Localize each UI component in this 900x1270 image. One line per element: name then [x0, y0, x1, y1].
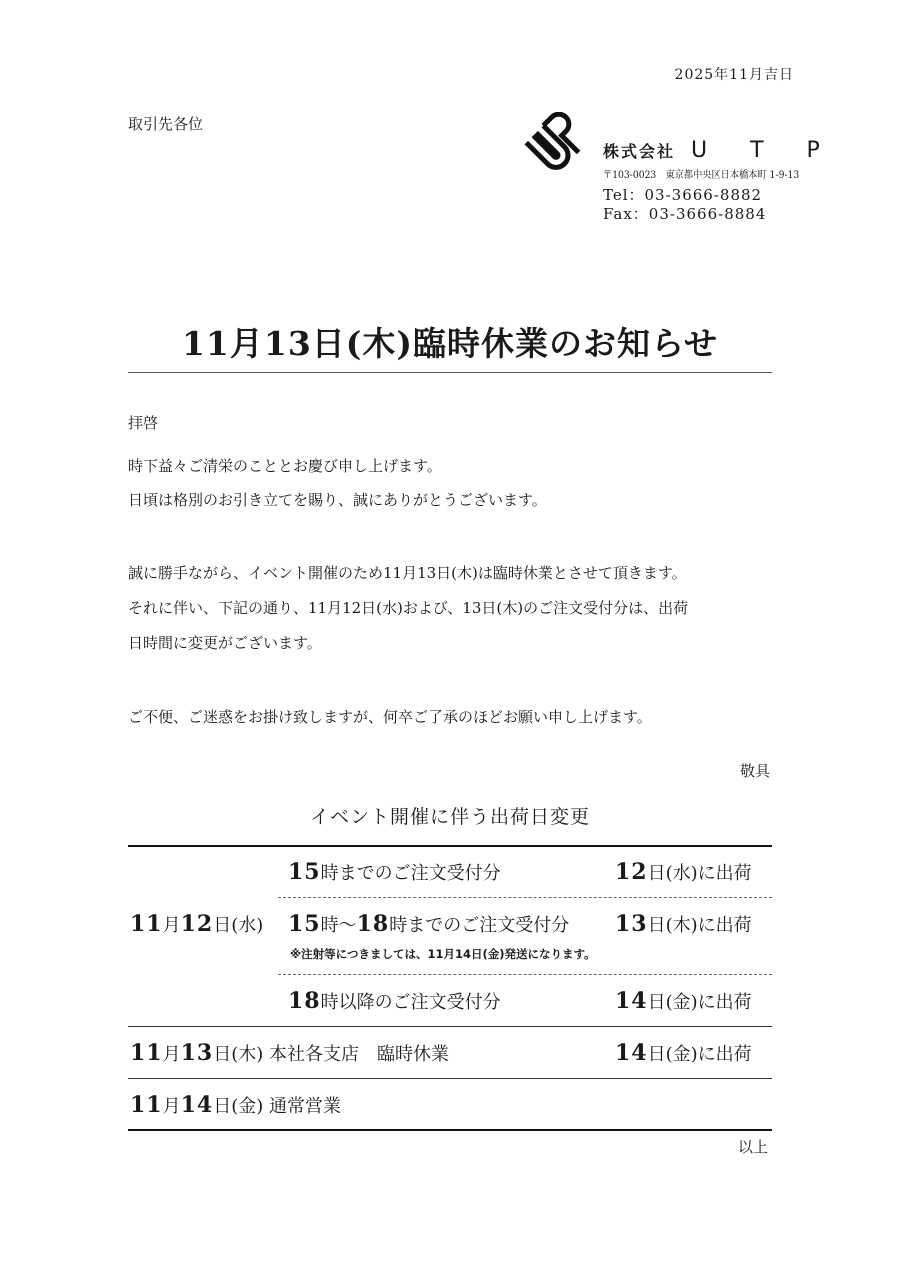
- closing-keigu: 敬具: [739, 762, 770, 780]
- month-unit: 月: [162, 1096, 181, 1117]
- order-window-label: 時までのご注文受付分: [389, 915, 570, 936]
- ship-day-number: 12: [615, 859, 648, 885]
- row-divider: [128, 1026, 772, 1027]
- ship-date-14-nov13: [615, 1040, 752, 1066]
- injection-note: ※注射等につきましては、11月14日(金)発送になります。: [290, 947, 596, 961]
- row-divider-dashed: [278, 974, 772, 975]
- body-line: 日頃は格別のお引き立てを賜り、誠にありがとうございます。: [128, 491, 547, 509]
- date-label-nov14: [130, 1092, 341, 1118]
- table-top-rule: [128, 845, 772, 847]
- ship-date-12: [615, 859, 752, 885]
- ship-day-label: 日(金)に出荷: [647, 992, 752, 1013]
- ship-day-number: 13: [615, 911, 648, 937]
- page-title: 11月13日(木)臨時休業のお知らせ: [181, 324, 719, 363]
- month-number: 11: [130, 1092, 163, 1118]
- hour-separator: 時〜: [320, 915, 357, 936]
- company-tel: Tel：03-3666-8882: [603, 186, 763, 204]
- weekday: 日(水): [213, 915, 264, 936]
- day-number: 14: [180, 1092, 214, 1118]
- hour-number: 18: [356, 911, 390, 937]
- hour-number: 15: [288, 859, 321, 885]
- ship-day-label: 日(木)に出荷: [647, 915, 752, 936]
- row-divider-dashed: [278, 897, 772, 898]
- company-address: 〒103-0023 東京都中央区日本橋本町 1-9-13: [603, 170, 800, 181]
- order-window-before-15: [288, 859, 501, 885]
- recipient: 取引先各位: [128, 115, 204, 133]
- ship-day-label: 日(金)に出荷: [647, 1044, 752, 1065]
- ship-day-label: 日(水)に出荷: [647, 863, 752, 884]
- day-number: 13: [180, 1040, 214, 1066]
- weekday: 日(金): [213, 1096, 264, 1117]
- ship-date-13: [615, 911, 752, 937]
- closing-ijou: 以上: [737, 1138, 768, 1156]
- issue-date: 2025年11月吉日: [674, 67, 794, 83]
- day-number: 12: [180, 911, 214, 937]
- ship-day-number: 14: [615, 988, 648, 1014]
- row-divider: [128, 1078, 772, 1079]
- order-window-label: 時以降のご注文受付分: [320, 992, 501, 1013]
- company-fax: Fax：03-3666-8884: [603, 205, 767, 223]
- month-number: 11: [130, 911, 163, 937]
- hour-number: 15: [288, 911, 321, 937]
- company-prefix: 株式会社: [603, 142, 676, 161]
- weekday: 日(木): [213, 1044, 264, 1065]
- order-window-15-18: [288, 911, 569, 937]
- month-unit: 月: [162, 915, 181, 936]
- business-status: 通常営業: [269, 1096, 342, 1117]
- order-window-after-18: [288, 988, 501, 1014]
- order-window-label: 時までのご注文受付分: [320, 863, 501, 884]
- body-line: 時下益々ご清栄のこととお慶び申し上げます。: [128, 457, 442, 475]
- date-label-nov12: [130, 911, 263, 937]
- company-name: [603, 138, 838, 163]
- body-line-opening: 拝啓: [128, 414, 159, 432]
- hour-number: 18: [288, 988, 321, 1014]
- utp-logo-icon: [524, 112, 588, 176]
- body-line: それに伴い、下記の通り、11月12日(水)および、13日(木)のご注文受付分は、出荷: [128, 599, 689, 617]
- ship-day-number: 14: [615, 1040, 648, 1066]
- body-line: 誠に勝手ながら、イベント開催のため11月13日(木)は臨時休業とさせて頂きます。: [128, 564, 687, 582]
- ship-date-14: [615, 988, 752, 1014]
- month-unit: 月: [162, 1044, 181, 1065]
- month-number: 11: [130, 1040, 163, 1066]
- body-line: ご不便、ご迷惑をお掛け致しますが、何卒ご了承のほどお願い申し上げます。: [128, 708, 652, 726]
- company-brand: U T P: [691, 138, 838, 163]
- schedule-heading: イベント開催に伴う出荷日変更: [309, 806, 590, 828]
- table-bottom-rule: [128, 1129, 772, 1131]
- closure-status: 本社各支店 臨時休業: [269, 1044, 450, 1065]
- title-divider: [128, 372, 772, 373]
- body-line: 日時間に変更がございます。: [128, 634, 322, 652]
- date-label-nov13: [130, 1040, 449, 1066]
